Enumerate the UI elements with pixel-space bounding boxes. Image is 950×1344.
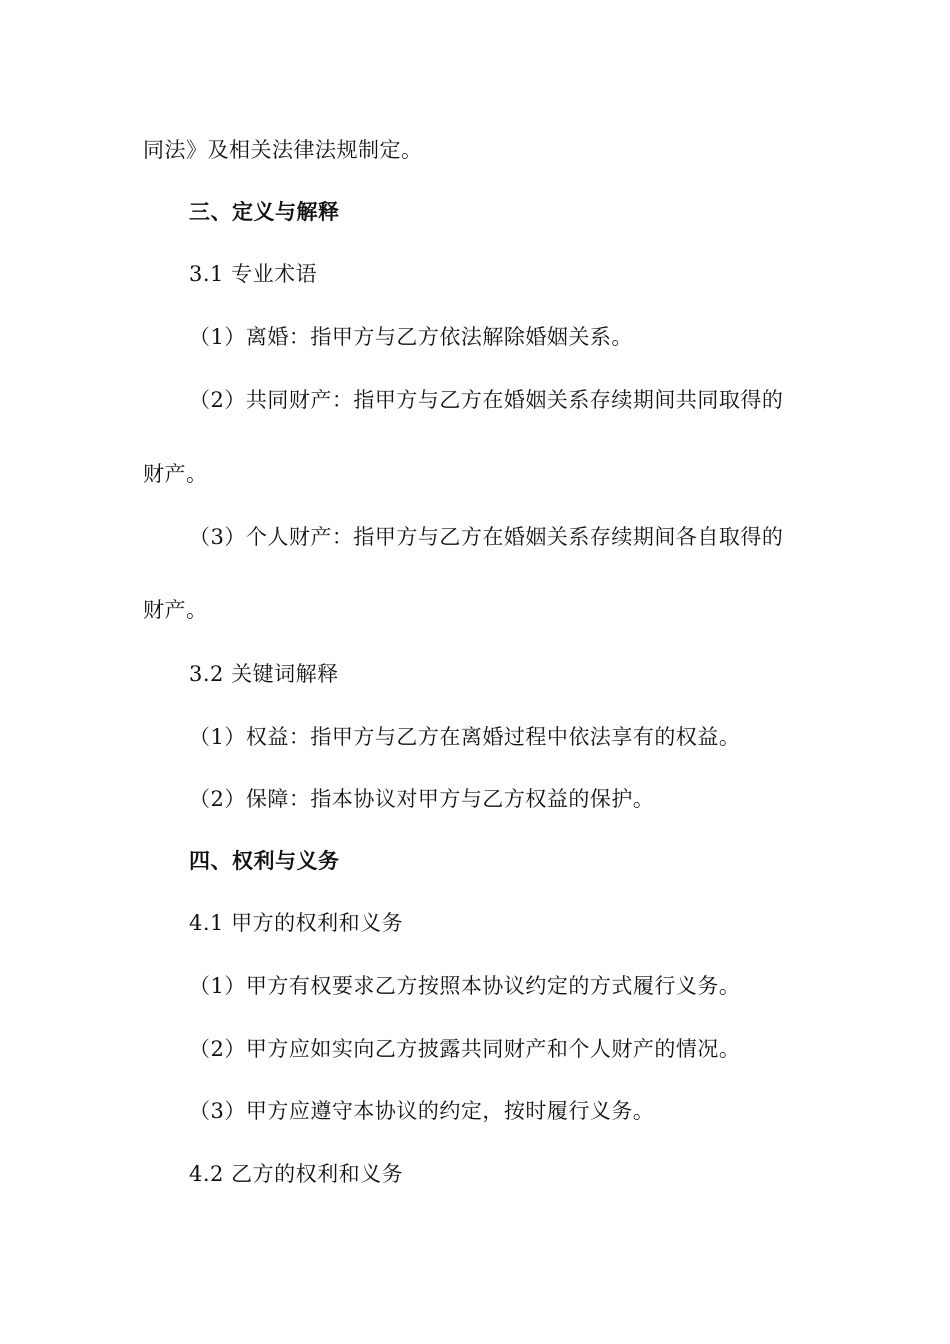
list-item-protection: （2）保障：指本协议对甲方与乙方权益的保护。 (189, 787, 655, 811)
subsection-heading-3-1: 3.1 专业术语 (189, 262, 318, 286)
list-item-divorce: （1）离婚：指甲方与乙方依法解除婚姻关系。 (189, 325, 633, 349)
subsection-heading-3-2: 3.2 关键词解释 (189, 662, 339, 686)
list-item-party-a-disclosure: （2）甲方应如实向乙方披露共同财产和个人财产的情况。 (189, 1037, 741, 1061)
list-item-party-a-compliance: （3）甲方应遵守本协议的约定，按时履行义务。 (189, 1099, 655, 1123)
section-heading-3: 三、定义与解释 (189, 199, 340, 224)
list-item-personal-property-cont: 财产。 (143, 598, 208, 622)
list-item-common-property: （2）共同财产：指甲方与乙方在婚姻关系存续期间共同取得的 (189, 388, 784, 412)
subsection-heading-4-1: 4.1 甲方的权利和义务 (189, 911, 404, 935)
paragraph-continuation: 同法》及相关法律法规制定。 (143, 138, 423, 162)
list-item-personal-property: （3）个人财产：指甲方与乙方在婚姻关系存续期间各自取得的 (189, 525, 784, 549)
subsection-heading-4-2: 4.2 乙方的权利和义务 (189, 1162, 404, 1186)
section-heading-4: 四、权利与义务 (189, 848, 340, 873)
list-item-rights: （1）权益：指甲方与乙方在离婚过程中依法享有的权益。 (189, 725, 741, 749)
list-item-party-a-right: （1）甲方有权要求乙方按照本协议约定的方式履行义务。 (189, 974, 741, 998)
list-item-common-property-cont: 财产。 (143, 462, 208, 486)
